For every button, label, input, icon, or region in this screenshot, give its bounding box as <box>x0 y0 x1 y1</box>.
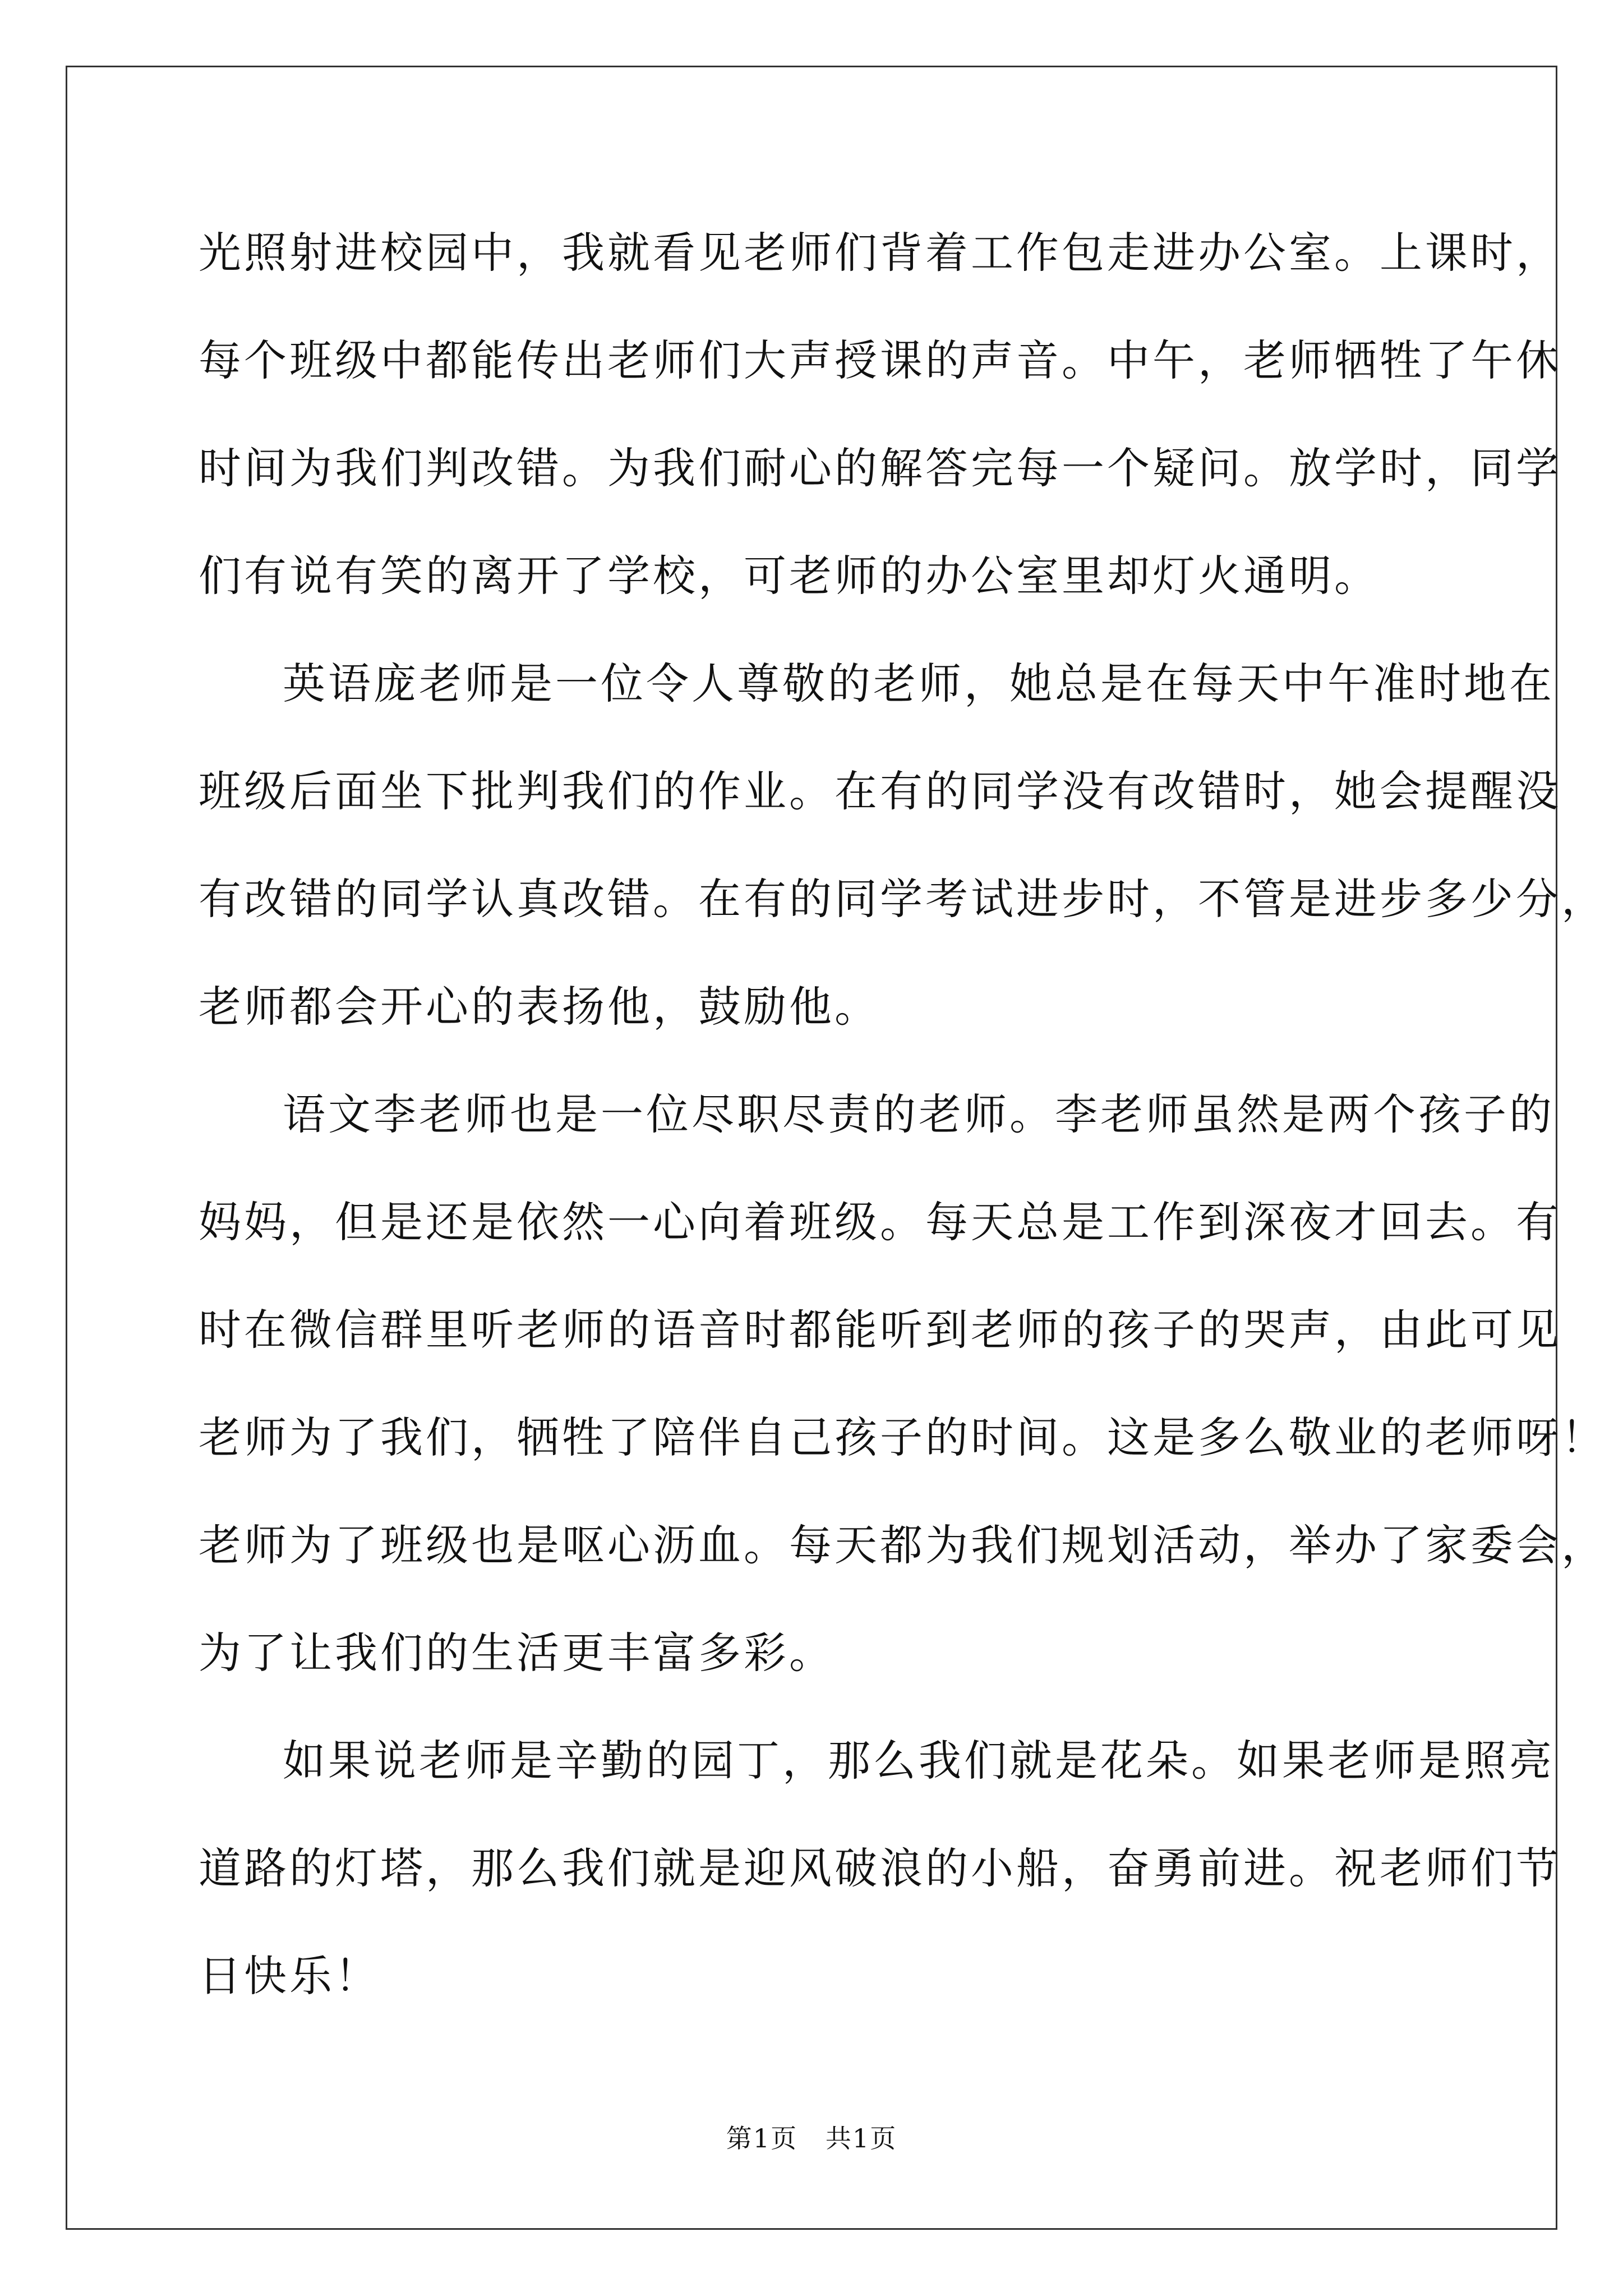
text-line-14: 为了让我们的生活更丰富多彩。 <box>199 1628 834 1678</box>
text-line-4: 们有说有笑的离开了学校，可老师的办公室里却灯火通明。 <box>199 551 1380 601</box>
text-line-2: 每个班级中都能传出老师们大声授课的声音。中午，老师牺牲了午休 <box>199 335 1561 385</box>
text-line-1: 光照射进校园中，我就看见老师们背着工作包走进办公室。上课时， <box>199 228 1561 278</box>
text-line-17: 日快乐！ <box>199 1951 380 2001</box>
text-line-16: 道路的灯塔，那么我们就是迎风破浪的小船，奋勇前进。祝老师们节 <box>199 1843 1561 1893</box>
text-line-3: 时间为我们判改错。为我们耐心的解答完每一个疑问。放学时，同学 <box>199 443 1561 493</box>
page-number-footer: 第1页 共1页 <box>726 2123 897 2154</box>
text-line-15: 如果说老师是辛勤的园丁，那么我们就是花朵。如果老师是照亮 <box>283 1736 1555 1786</box>
document-body <box>199 199 1607 2030</box>
text-line-10: 妈妈，但是还是依然一心向着班级。每天总是工作到深夜才回去。有 <box>199 1197 1561 1247</box>
text-line-7: 有改错的同学认真改错。在有的同学考试进步时，不管是进步多少分， <box>199 874 1607 924</box>
text-line-5: 英语庞老师是一位令人尊敬的老师，她总是在每天中午准时地在 <box>283 659 1555 708</box>
text-line-12: 老师为了我们，牺牲了陪伴自己孩子的时间。这是多么敬业的老师呀！ <box>199 1412 1607 1462</box>
text-line-6: 班级后面坐下批判我们的作业。在有的同学没有改错时，她会提醒没 <box>199 766 1561 816</box>
text-line-9: 语文李老师也是一位尽职尽责的老师。李老师虽然是两个孩子的 <box>283 1089 1555 1139</box>
text-line-11: 时在微信群里听老师的语音时都能听到老师的孩子的哭声，由此可见 <box>199 1305 1561 1355</box>
text-line-13: 老师为了班级也是呕心沥血。每天都为我们规划活动，举办了家委会， <box>199 1520 1607 1570</box>
text-line-8: 老师都会开心的表扬他，鼓励他。 <box>199 982 880 1032</box>
